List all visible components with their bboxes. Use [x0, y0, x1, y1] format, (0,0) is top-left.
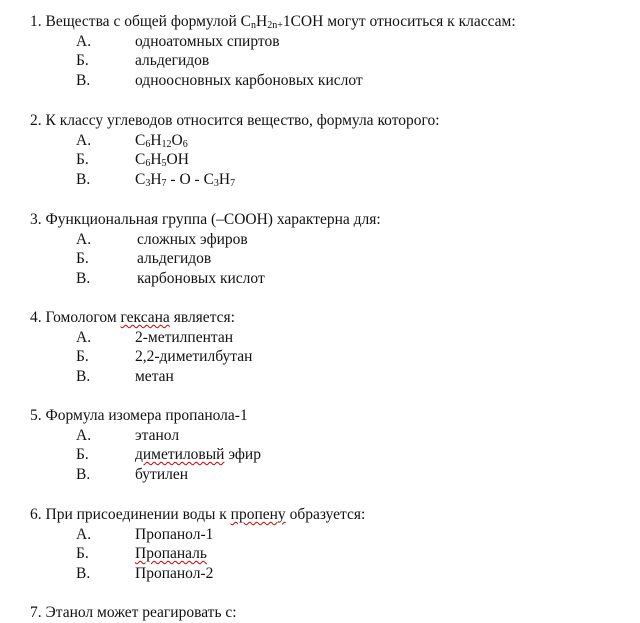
- option-letter: В.: [76, 71, 91, 89]
- question-6-option-a: [30, 525, 630, 545]
- question-3-option-b: [30, 249, 630, 269]
- question-1-title: [30, 12, 630, 32]
- question-6-option-b: [30, 544, 630, 564]
- option-letter: Б.: [76, 250, 89, 267]
- question-4-title-start: 4. Гомологом: [30, 309, 121, 326]
- option-letter: В.: [76, 367, 91, 385]
- formula-subscript: 3: [213, 177, 219, 189]
- option-text: карбоновых кислот: [137, 269, 265, 287]
- formula-part: C: [135, 170, 146, 188]
- spellcheck-word: диметиловый: [135, 446, 225, 463]
- option-letter: Б.: [76, 446, 89, 463]
- option-letter: А.: [76, 328, 92, 346]
- formula-part: H: [218, 170, 231, 188]
- option-letter: В.: [76, 564, 91, 582]
- formula-subscript: 5: [161, 158, 167, 169]
- option-text: этанол: [135, 426, 180, 444]
- question-5-option-b: [30, 445, 630, 465]
- question-3-option-a: [30, 230, 630, 250]
- option-text: Пропанол-1: [135, 525, 214, 543]
- option-text: метан: [135, 367, 174, 385]
- question-1-subscript-2n: 2n+: [267, 20, 283, 31]
- question-1-title-end: 1COH могут относиться к классам:: [282, 13, 516, 30]
- spellcheck-word: гексана: [120, 309, 170, 326]
- option-letter: Б.: [76, 348, 89, 365]
- question-5-option-c: [30, 465, 630, 485]
- question-6-title-end: образуется:: [285, 506, 366, 523]
- formula-part: C: [135, 131, 146, 149]
- question-4-option-c: [30, 367, 630, 387]
- formula-dipropyl-ether: [135, 170, 235, 190]
- formula-subscript: 6: [145, 158, 151, 169]
- question-7: [30, 603, 630, 623]
- question-5-option-a: [30, 426, 630, 446]
- question-5-title: 5. Формула изомера пропанола-1: [30, 407, 248, 424]
- question-4-title: [30, 308, 630, 328]
- question-4: [30, 308, 630, 386]
- option-text: 2,2-диметилбутан: [135, 348, 253, 365]
- option-text: альдегидов: [137, 250, 212, 267]
- formula-part: H: [150, 170, 162, 188]
- question-2-title: 2. К классу углеводов относится вещество, формула которого:: [30, 112, 440, 129]
- question-1-option-c: [30, 71, 630, 91]
- formula-part: - O - C: [166, 170, 214, 188]
- question-1-option-a: [30, 32, 630, 52]
- question-6-option-c: [30, 564, 630, 584]
- formula-subscript: 6: [182, 138, 188, 150]
- question-6-title-start: 6. При присоединении воды к: [30, 506, 231, 523]
- formula-glucose: [135, 131, 188, 151]
- option-text: одноосновных карбоновых кислот: [135, 71, 363, 89]
- question-5: [30, 406, 630, 484]
- option-letter: Б.: [76, 52, 89, 69]
- question-1-title-start: 1. Вещества с общей формулой C: [30, 13, 251, 30]
- option-letter: А.: [76, 525, 92, 543]
- option-letter: В.: [76, 170, 91, 188]
- question-6: [30, 505, 630, 583]
- formula-part: O: [171, 131, 183, 149]
- question-6-title: [30, 505, 630, 525]
- question-2-option-c: [30, 170, 630, 190]
- question-3-title: 3. Функциональная группа (–COOH) характерна для:: [30, 211, 381, 228]
- option-letter: В.: [76, 269, 91, 287]
- option-letter: Б.: [76, 545, 89, 562]
- option-text: Пропанол-2: [135, 564, 214, 582]
- question-4-title-end: является:: [169, 309, 235, 326]
- formula-subscript: 3: [145, 177, 151, 189]
- question-2-option-a: [30, 131, 630, 151]
- question-1: [30, 12, 630, 90]
- option-text: сложных эфиров: [137, 230, 248, 248]
- option-letter: В.: [76, 465, 91, 483]
- option-letter: А.: [76, 230, 92, 248]
- question-3: [30, 210, 630, 288]
- option-text: [135, 445, 261, 465]
- question-2: [30, 111, 630, 189]
- question-1-subscript-n: n: [251, 20, 256, 31]
- option-text: 2-метилпентан: [135, 328, 234, 346]
- option-text: бутилен: [135, 465, 189, 483]
- formula-part: H: [150, 151, 162, 168]
- formula-subscript: 7: [161, 177, 167, 189]
- question-7-title: 7. Этанол может реагировать с:: [30, 604, 237, 621]
- formula-subscript: 7: [230, 177, 236, 189]
- option-text: одноатомных спиртов: [135, 32, 280, 50]
- option-letter: Б.: [76, 151, 89, 168]
- spellcheck-word: Пропаналь: [135, 545, 207, 562]
- option-letter: А.: [76, 131, 92, 149]
- spellcheck-word: пропену: [230, 506, 286, 523]
- option-text: альдегидов: [135, 52, 210, 69]
- option-letter: А.: [76, 426, 92, 444]
- question-4-option-a: [30, 328, 630, 348]
- question-4-option-b: [30, 347, 630, 367]
- formula-part: C: [135, 151, 146, 168]
- question-2-option-b: [30, 150, 630, 170]
- formula-part: H: [150, 131, 162, 149]
- option-text-end: эфир: [224, 446, 261, 463]
- formula-part: OH: [166, 151, 189, 168]
- formula-subscript: 12: [161, 138, 172, 150]
- question-1-option-b: [30, 51, 630, 71]
- formula-phenol: [135, 150, 189, 170]
- option-letter: А.: [76, 32, 92, 50]
- question-3-option-c: [30, 269, 630, 289]
- formula-subscript: 6: [145, 138, 151, 150]
- question-1-title-h: H: [256, 13, 268, 30]
